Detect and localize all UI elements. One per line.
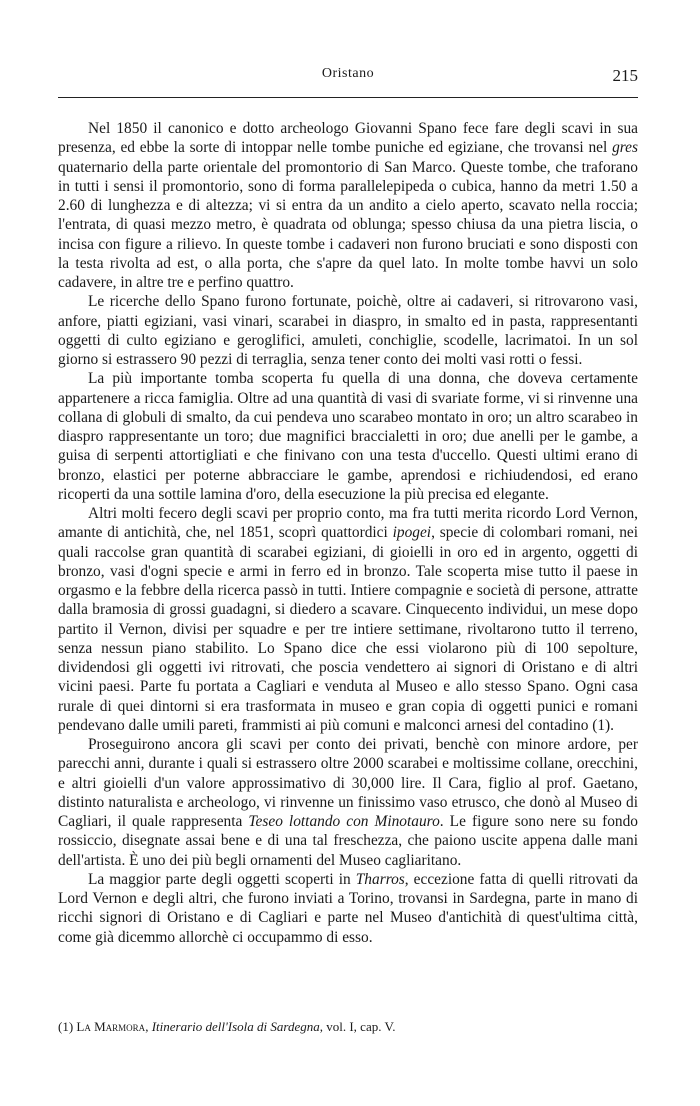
paragraph-3 bbox=[58, 369, 638, 504]
italic-run: ipogei bbox=[392, 524, 432, 542]
text-run: , eccezione fatta di quelli ritrovati da Lord Vernon e degli altri, che furono inviati a Torino, trovansi in Sardegna, parte in mano di ricchi signori di Oristano e di Cagliari e parte nel Museo d'antichità di quest'ultima città, come già dicemmo allorchè ci occupammo di esso. bbox=[58, 870, 638, 946]
text-run: Nel 1850 il canonico e dotto archeologo Giovanni Spano fece fare degli scavi in sua presenza, ed ebbe la sorte di intoppar nelle tombe puniche ed egiziane, che trovansi nel bbox=[58, 120, 638, 157]
page-header bbox=[58, 66, 638, 86]
footnote-separator: , bbox=[145, 1019, 152, 1034]
main-text bbox=[58, 119, 638, 947]
italic-run: Tharros bbox=[355, 870, 405, 888]
text-run: , specie di colombari romani, nei quali raccolse gran quantità di scarabei egiziani, di gioielli in oro ed in argento, oggetti di bronzo, vasi d'ogni specie e armi in ferro ed in bronzo. Tale scoperta mise tutto il paese in orgasmo e la febbre della ricerca passò in tutti. Intiere compagnie e società di persone, attratte dalla bramosia di grossi guadagni, si diedero a scavare. Cinquecento individui, un mese dopo partito il Vernon, divisi per squadre e per tre intiere settimane, rivoltarono tutto il terreno, senza nessun piano stabilito. Lo Spano dice che essi violarono più di 100 sepolture, dividendosi gli oggetti ivi ritrovati, che poscia vendettero ai signori di Oristano e di altri vicini paesi. Parte fu portata a Cagliari e venduta al Museo e allo stesso Spano. Ogni casa rurale di quei dintorni si era trasformata in museo e gran copia di oggetti punici e romani pendevano dalle umili pareti, frammisti ai più comuni e malconci arnesi del contadino (1). bbox=[58, 524, 639, 734]
paragraph-6 bbox=[58, 870, 638, 947]
footnote-reference: , vol. I, cap. V. bbox=[319, 1019, 396, 1034]
footnote-author: La Marmora bbox=[76, 1019, 146, 1034]
header-rule bbox=[58, 97, 638, 98]
footnote-work-title: Itinerario dell'Isola di Sardegna bbox=[151, 1019, 320, 1034]
paragraph-2 bbox=[58, 292, 638, 369]
page-number: 215 bbox=[612, 66, 638, 85]
text-run: La maggior parte degli oggetti scoperti in bbox=[88, 870, 356, 888]
text-run: Altri molti fecero degli scavi per proprio conto, ma fra tutti merita ricordo Lord Vernon, amante di antichità, che, nel 1851, scoprì quattordici bbox=[58, 505, 638, 542]
text-run: . Le figure sono nere su fondo rossiccio, disegnate assai bene e di una tal freschezza, che paiono uscite appena dalle mani dell'artista. È uno dei più begli ornamenti del Museo cagliaritano. bbox=[58, 813, 638, 869]
text-run: quaternario della parte orientale del promontorio di San Marco. Queste tombe, che traforano in tutti i sensi il promontorio, sono di forma parallelepipeda o cubica, hanno da metri 1.50 a 2.60 di lunghezza e di altezza; vi si entra da un andito a cielo aperto, scavato nella roccia; l'entrata, di quasi mezzo metro, è quadrata od oblunga; spesso chiusa da una pietra liscia, o incisa con figure a rilievo. In queste tombe i cadaveri non furono bruciati e sono disposti con la testa rivolta ad est, o alla porta, che s'apre da quel lato. In molte tombe havvi un solo cadavere, in altre tre e perfino quattro. bbox=[58, 158, 638, 291]
italic-run: Teseo lottando con Minotauro bbox=[248, 813, 440, 830]
text-run: Le ricerche dello Spano furono fortunate, poichè, oltre ai cadaveri, si ritrovarono vasi, anfore, piatti egiziani, vasi vinari, scarabei in diaspro, in smalto ed in pasta, rappresentanti oggetti di culto egiziano e geroglifici, amuleti, conchiglie, scodelle, lacrimatoi. In un sol giorno si estrassero 90 pezzi di terraglia, senza tener conto dei molti vasi rotti o fessi. bbox=[58, 293, 638, 368]
text-run: La più importante tomba scoperta fu quella di una donna, che doveva certamente appartenere a ricca famiglia. Oltre ad una quantità di vasi di svariate forme, vi si rinvenne una collana di globuli di smalto, da cui pendeva uno scarabeo montato in oro; un altro scarabeo in diaspro rappresentante un toro; due magnifici braccialetti in oro; due anelli per le gambe, a guisa di serpenti attortigliati e che finivano con una testa d'uccello. Questi ultimi erano di bronzo, elastici per poterne abbracciare le gambe, aprendosi e richiudendosi, ed erano ricoperti da una sottile lamina d'oro, della esecuzione la più precisa ed elegante. bbox=[58, 370, 638, 503]
running-title: Oristano bbox=[321, 66, 375, 81]
footnote-marker: (1) bbox=[58, 1019, 77, 1034]
paragraph-1 bbox=[58, 119, 638, 292]
text-run: Proseguirono ancora gli scavi per conto dei privati, benchè con minore ardore, per parecchi anni, durante i quali si estrassero oltre 2000 scarabei e moltissime collane, orecchini, e altri gioielli d'un valore approssimativo di 30,000 lire. Il Cara, figlio al prof. Gaetano, distinto naturalista e archeologo, vi rinvenne un finissimo vaso etrusco, che donò al Museo di Cagliari, il quale rappresenta bbox=[58, 736, 638, 830]
paragraph-4 bbox=[58, 504, 638, 735]
footnote bbox=[58, 1018, 638, 1035]
paragraph-5 bbox=[58, 735, 638, 870]
italic-run: gres bbox=[612, 139, 638, 157]
